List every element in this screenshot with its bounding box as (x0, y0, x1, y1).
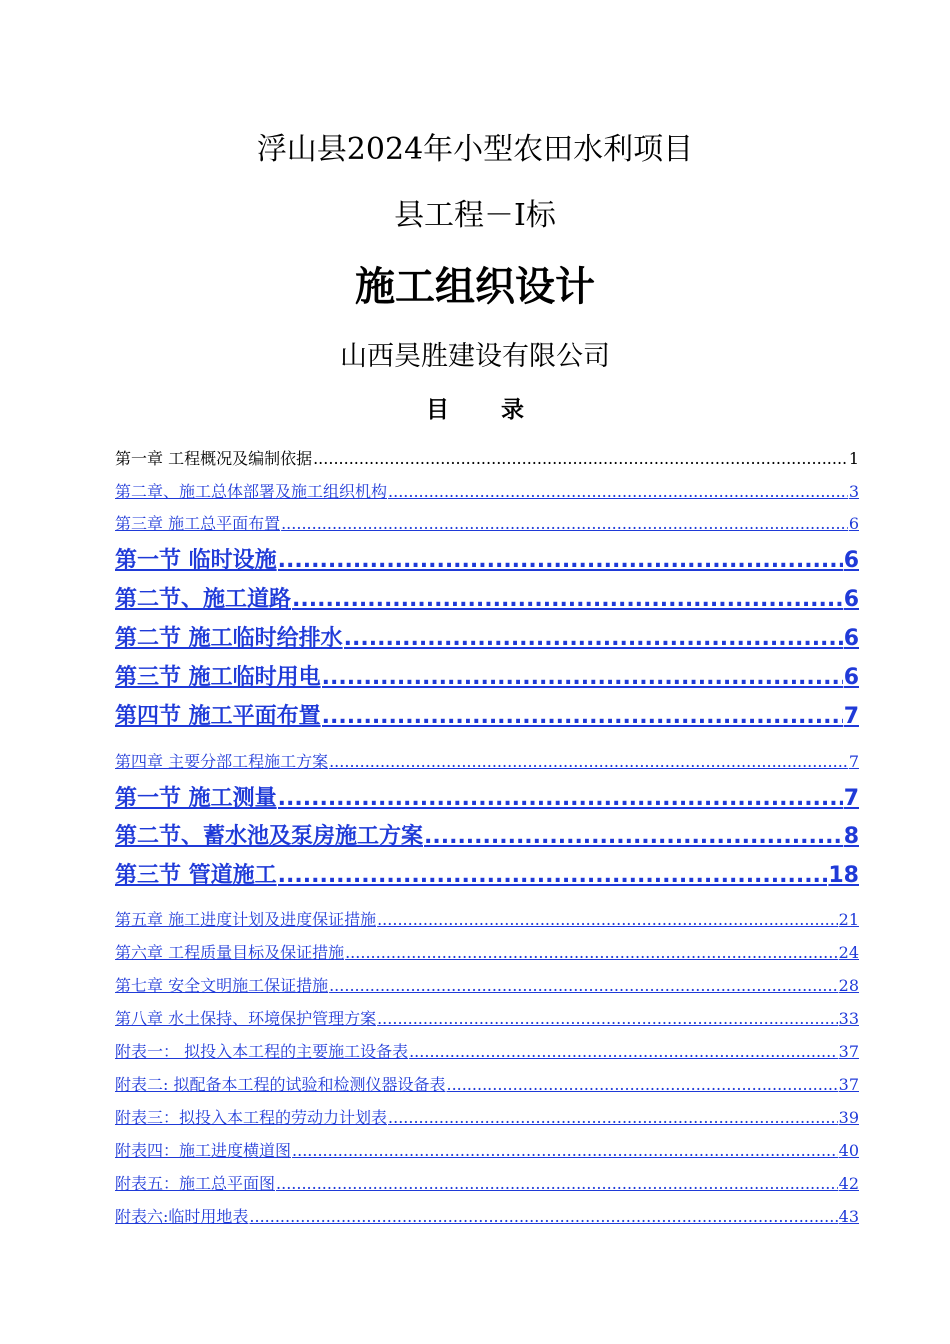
toc-entry-chapter-8[interactable] (115, 1006, 859, 1029)
toc-entry-page: 6 (843, 626, 859, 651)
toc-entry-section[interactable] (115, 621, 859, 652)
toc-entry-label: 附表三：拟投入本工程的劳动力计划表 (115, 1108, 388, 1127)
toc-entry-section[interactable] (115, 699, 859, 730)
toc-entry-label: 第二节 施工临时给排水 (115, 626, 343, 651)
toc-entry-label: 第七章 安全文明施工保证措施 (115, 976, 329, 995)
toc-entry-chapter-6[interactable] (115, 940, 859, 963)
toc-entry-page: 37 (838, 1075, 859, 1094)
toc-entry-chapter-7[interactable] (115, 973, 859, 996)
dot-leader (322, 704, 843, 729)
toc-entry-label: 第三节 施工临时用电 (115, 665, 321, 690)
toc-entry-section[interactable] (115, 858, 859, 889)
toc-entry-label: 第一节 临时设施 (115, 548, 277, 573)
toc-entry-label: 第三节 管道施工 (115, 863, 277, 888)
toc-entry-label: 第五章 施工进度计划及进度保证措施 (115, 910, 377, 929)
toc-entry-appendix-1[interactable] (115, 1039, 859, 1062)
dot-leader (345, 943, 838, 962)
toc-entry-chapter-3[interactable] (115, 511, 859, 534)
dot-leader (388, 482, 848, 501)
toc-entry-page: 3 (848, 482, 859, 501)
dot-leader (292, 587, 843, 612)
toc-entry-label: 第三章 施工总平面布置 (115, 514, 281, 533)
toc-entry-page: 1 (848, 449, 859, 468)
dot-leader (329, 752, 848, 771)
toc-entry-label: 第二节、蓄水池及泵房施工方案 (115, 824, 424, 849)
dot-leader (278, 786, 843, 811)
toc-entry-page: 43 (838, 1207, 859, 1226)
dot-leader (446, 1075, 837, 1094)
dot-leader (249, 1207, 837, 1226)
toc-entry-label: 第一章 工程概况及编制依据 (115, 449, 313, 468)
toc-entry-label: 第四章 主要分部工程施工方案 (115, 752, 329, 771)
toc-entry-page: 7 (843, 704, 859, 729)
toc-entry-section[interactable] (115, 819, 859, 850)
dot-leader (409, 1042, 838, 1061)
dot-leader (281, 514, 848, 533)
dot-leader (424, 824, 843, 849)
dot-leader (276, 1174, 838, 1193)
toc-entry-label: 第八章 水土保持、环境保护管理方案 (115, 1009, 377, 1028)
toc-entry-section[interactable] (115, 543, 859, 574)
toc-entry-chapter-4[interactable] (115, 749, 859, 772)
toc-entry-page: 6 (843, 587, 859, 612)
toc-entry-page: 7 (843, 786, 859, 811)
toc-entry-label: 第一节 施工测量 (115, 786, 277, 811)
toc-entry-chapter-1[interactable] (115, 446, 859, 469)
dot-leader (278, 548, 843, 573)
document-title: 施工组织设计 (355, 264, 595, 310)
toc-entry-page: 18 (828, 863, 859, 888)
toc-entry-appendix-6[interactable] (115, 1204, 859, 1227)
toc-entry-page: 37 (838, 1042, 859, 1061)
toc-entry-appendix-4[interactable] (115, 1138, 859, 1161)
dot-leader (292, 1141, 838, 1160)
toc-entry-label: 第二章、施工总体部署及施工组织机构 (115, 482, 388, 501)
toc-entry-label: 第二节、施工道路 (115, 587, 292, 612)
toc-heading: 目 录 (425, 397, 546, 423)
toc-entry-page: 6 (843, 548, 859, 573)
toc-entry-page: 39 (838, 1108, 859, 1127)
dot-leader (313, 449, 848, 468)
dot-leader (377, 1009, 838, 1028)
toc-entry-chapter-5[interactable] (115, 907, 859, 930)
toc-entry-label: 附表四：施工进度横道图 (115, 1141, 292, 1160)
toc-entry-label: 第六章 工程质量目标及保证措施 (115, 943, 345, 962)
toc-entry-page: 7 (848, 752, 859, 771)
dot-leader (322, 665, 843, 690)
toc-entry-chapter-2[interactable] (115, 479, 859, 502)
project-title: 浮山县2024年小型农田水利项目 (256, 132, 694, 167)
toc-entry-page: 21 (838, 910, 859, 929)
toc-entry-label: 第四节 施工平面布置 (115, 704, 321, 729)
toc-entry-label: 附表二: 拟配备本工程的试验和检测仪器设备表 (115, 1075, 446, 1094)
toc-entry-section[interactable] (115, 660, 859, 691)
toc-entry-label: 附表一： 拟投入本工程的主要施工设备表 (115, 1042, 409, 1061)
dot-leader (278, 863, 828, 888)
toc-entry-label: 附表六:临时用地表 (115, 1207, 249, 1226)
dot-leader (329, 976, 838, 995)
toc-entry-page: 28 (838, 976, 859, 995)
toc-entry-page: 33 (838, 1009, 859, 1028)
toc-entry-appendix-3[interactable] (115, 1105, 859, 1128)
company-name: 山西昊胜建设有限公司 (340, 341, 610, 372)
toc-entry-page: 40 (838, 1141, 859, 1160)
toc-entry-section[interactable] (115, 781, 859, 812)
dot-leader (344, 626, 843, 651)
toc-entry-page: 8 (843, 824, 859, 849)
dot-leader (377, 910, 838, 929)
toc-entry-page: 42 (838, 1174, 859, 1193)
toc-entry-page: 6 (848, 514, 859, 533)
toc-entry-page: 24 (838, 943, 859, 962)
toc-entry-label: 附表五：施工总平面图 (115, 1174, 276, 1193)
dot-leader (388, 1108, 838, 1127)
project-subtitle: 县工程－Ⅰ标 (394, 198, 556, 233)
toc-entry-section[interactable] (115, 582, 859, 613)
toc-entry-page: 6 (843, 665, 859, 690)
toc-entry-appendix-2[interactable] (115, 1072, 859, 1095)
toc-entry-appendix-5[interactable] (115, 1171, 859, 1194)
